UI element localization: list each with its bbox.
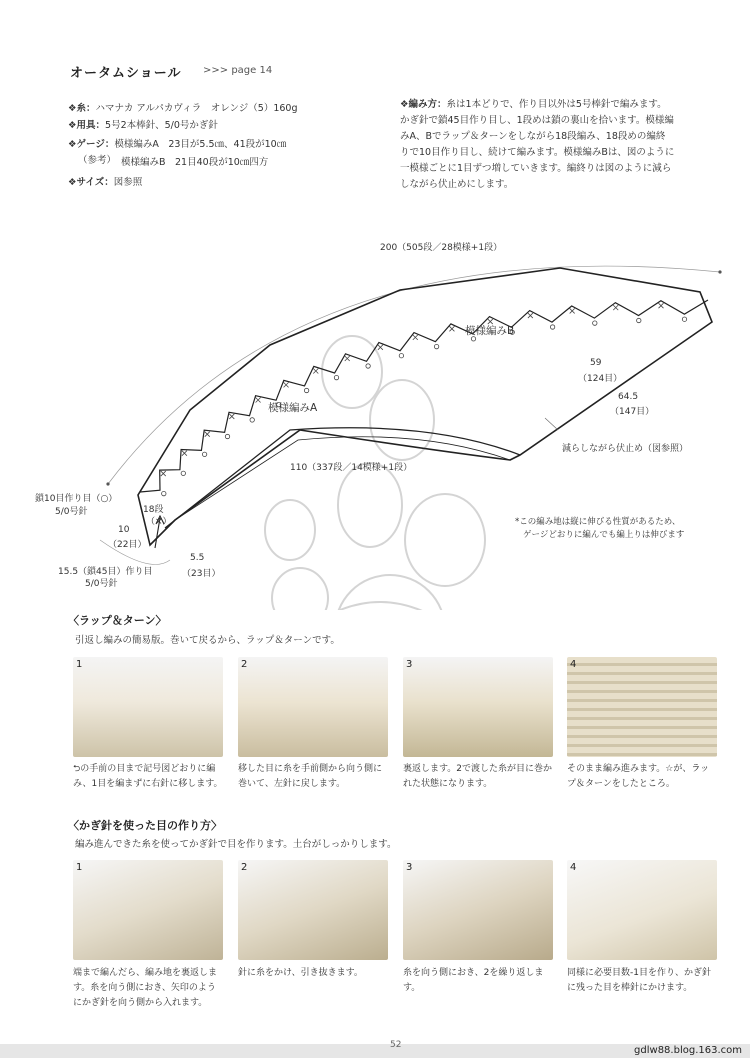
spec-yarn: [68, 101, 297, 117]
method-label: ❖編み方：: [400, 99, 447, 110]
spec-tools: [68, 118, 218, 134]
step-number: 2: [241, 659, 248, 670]
step-number: 4: [570, 862, 577, 873]
wrap-turn-step-4-caption: そのまま編み進みます。☆が、ラップ＆ターンをしたところ。: [567, 764, 710, 789]
method-line-4: りで10目作り目し、続けて編みます。模様編みBは、図のように: [400, 147, 675, 158]
cross-stitch-mark: [345, 356, 350, 361]
bind-off-label: 減らしながら伏止め（図参照）: [562, 444, 689, 454]
method-line-2: かぎ針で鎖45目作り目し、1段めは鎖の裏山を拾います。模様編: [400, 115, 674, 126]
spec-gauge: [68, 137, 286, 153]
dim-645-label: 64.5: [618, 392, 639, 402]
cross-stitch-mark: [378, 345, 383, 350]
rows-18-label: 18段: [143, 505, 164, 515]
cast-on-10-needle: 5/0号針: [55, 507, 88, 517]
crochet-cast-on-description: 編み進んできた糸を使ってかぎ針で目を作ります。土台がしっかりします。: [75, 839, 397, 850]
cross-stitch-mark: [256, 397, 261, 402]
chain-stitch-mark: [304, 388, 308, 392]
spec-gauge-label: ❖ゲージ：: [68, 139, 115, 150]
chain-stitch-mark: [334, 375, 338, 379]
cast-on-10-label: 鎖10目作り目（○）: [35, 494, 118, 504]
crochet-step-1-photo: [73, 860, 223, 960]
dim-55-stitches: （23目）: [182, 569, 221, 579]
chain-stitch-mark: [550, 325, 554, 329]
chain-stitch-mark: [162, 491, 166, 495]
chain-stitch-mark: [593, 321, 597, 325]
cross-stitch-mark: [659, 303, 664, 308]
page-reference: >>> page 14: [203, 65, 273, 76]
shawl-diagram: [0, 225, 750, 610]
cross-stitch-mark: [229, 414, 234, 419]
step-number: 1: [76, 659, 83, 670]
dim-10-stitches: （22目）: [108, 540, 147, 550]
chain-stitch-mark: [181, 471, 185, 475]
chain-stitch-mark: [250, 418, 254, 422]
crochet-cast-on-heading: 〈かぎ針を使った目の作り方〉: [68, 819, 222, 832]
step-number: 3: [406, 659, 413, 670]
crochet-step-2-photo: [238, 860, 388, 960]
chain-stitch-mark: [366, 364, 370, 368]
spec-gauge-a: 模様編みA 23目が5.5㎝、41段が10㎝: [114, 139, 287, 150]
wrap-turn-step-3-photo: [403, 657, 553, 757]
page-number: 52: [390, 1040, 402, 1050]
cross-stitch-mark: [449, 326, 454, 331]
cast-on-45-label: 15.5（鎖45目）作り目: [58, 567, 153, 577]
step-number: 2: [241, 862, 248, 873]
method-line-5: 一模様ごとに1目ずつ増していきます。編終りは図のように減ら: [400, 163, 672, 174]
cross-stitch-mark: [413, 335, 418, 340]
wrap-turn-step-3-caption: 裏返します。2で渡した糸が目に巻かれた状態になります。: [403, 764, 553, 789]
wrap-turn-description: 引返し編みの簡易版。巻いて戻るから、ラップ＆ターンです。: [75, 635, 340, 646]
pattern-b-label: 模様編みB: [465, 325, 515, 337]
spec-size-value: 図参照: [113, 177, 143, 188]
cross-stitch-mark: [182, 451, 187, 456]
method-line-6: しながら伏止めにします。: [400, 179, 514, 190]
top-dimension-label: 200（505段／28模様+1段）: [380, 243, 503, 253]
bottom-dimension-label: 110（337段／14模様+1段）: [290, 463, 413, 473]
chain-stitch-mark: [682, 317, 686, 321]
dim-59-label: 59: [590, 358, 602, 368]
stretch-note-line-2: ゲージどおりに編んでも編上りは伸びます: [523, 530, 685, 540]
dim-645-stitches: （147目）: [610, 407, 655, 417]
crochet-step-3-caption: 糸を向う側におき、2を繰り返します。: [403, 968, 544, 993]
cross-stitch-mark: [313, 369, 318, 374]
chain-stitch-mark: [225, 434, 229, 438]
wrap-turn-step-4-photo: [567, 657, 717, 757]
cast-on-45-needle: 5/0号針: [85, 579, 118, 589]
knitting-method: [400, 97, 720, 193]
spec-tools-label: ❖用具：: [68, 120, 106, 131]
crochet-step-2-caption: 針に糸をかけ、引き抜きます。: [238, 968, 363, 978]
spec-gauge-b: 模様編みB 21目40段が10㎝四方: [121, 157, 269, 168]
cross-stitch-mark: [205, 432, 210, 437]
step-number: 3: [406, 862, 413, 873]
method-line-1: 糸は1本どりで、作り目以外は5号棒針で編みます。: [446, 99, 667, 110]
spec-size: [68, 175, 142, 191]
chain-stitch-mark: [202, 452, 206, 456]
method-line-3: みA、Bでラップ＆ターンをしながら18段編み、18段めの編終: [400, 131, 666, 142]
crochet-step-1-caption: 端まで編んだら、編み地を裏返します。糸を向う側におき、矢印のようにかぎ針を向う側から入れます。: [73, 968, 218, 1008]
wrap-turn-step-2-caption: 移した目に糸を手前側から向う側に巻いて、左針に戻します。: [238, 764, 383, 789]
spec-size-label: ❖サイズ：: [68, 177, 114, 188]
step-number: 1: [76, 862, 83, 873]
cross-stitch-mark: [528, 313, 533, 318]
dim-55-label: 5.5: [190, 553, 205, 563]
crochet-step-4-caption: 同様に必要目数-1目を作り、かぎ針に残った目を棒針にかけます。: [567, 968, 711, 993]
pattern-a-label: 模様編みA: [268, 402, 318, 414]
cross-stitch-mark: [570, 308, 575, 313]
stretch-note-line-1: *この編み地は縦に伸びる性質があるため、: [515, 517, 681, 527]
wrap-turn-step-1-photo: [73, 657, 223, 757]
page-title: オータムショール: [70, 66, 182, 81]
chain-stitch-mark: [399, 354, 403, 358]
dim-10-label: 10: [118, 525, 130, 535]
wrap-turn-step-1-caption: ⮌の手前の目まで記号図どおりに編み、1目を編まずに右針に移します。: [73, 764, 223, 789]
crochet-step-4-photo: [567, 860, 717, 960]
spec-yarn-value: ハマナカ アルパカヴィラ オレンジ（5）160g: [95, 103, 298, 114]
spec-yarn-label: ❖糸：: [68, 103, 96, 114]
wrap-turn-step-2-photo: [238, 657, 388, 757]
step-number: 4: [570, 659, 577, 670]
spec-gauge-ref: （参考）: [78, 155, 117, 166]
cross-stitch-mark: [161, 471, 166, 476]
crochet-step-3-photo: [403, 860, 553, 960]
wrap-turn-heading: 〈ラップ＆ターン〉: [68, 614, 167, 627]
dim-59-stitches: （124目）: [578, 374, 623, 384]
cactus-yarn-watermark-icon: [265, 336, 485, 610]
cross-stitch-mark: [284, 382, 289, 387]
spec-tools-value: 5号2本棒針、5/0号かぎ針: [105, 120, 218, 131]
cross-stitch-mark: [613, 305, 618, 310]
rows-18-mark: （×）: [146, 517, 172, 527]
chain-stitch-mark: [434, 344, 438, 348]
chain-stitch-mark: [637, 318, 641, 322]
blog-watermark: gdlw88.blog.163.com: [634, 1045, 742, 1056]
